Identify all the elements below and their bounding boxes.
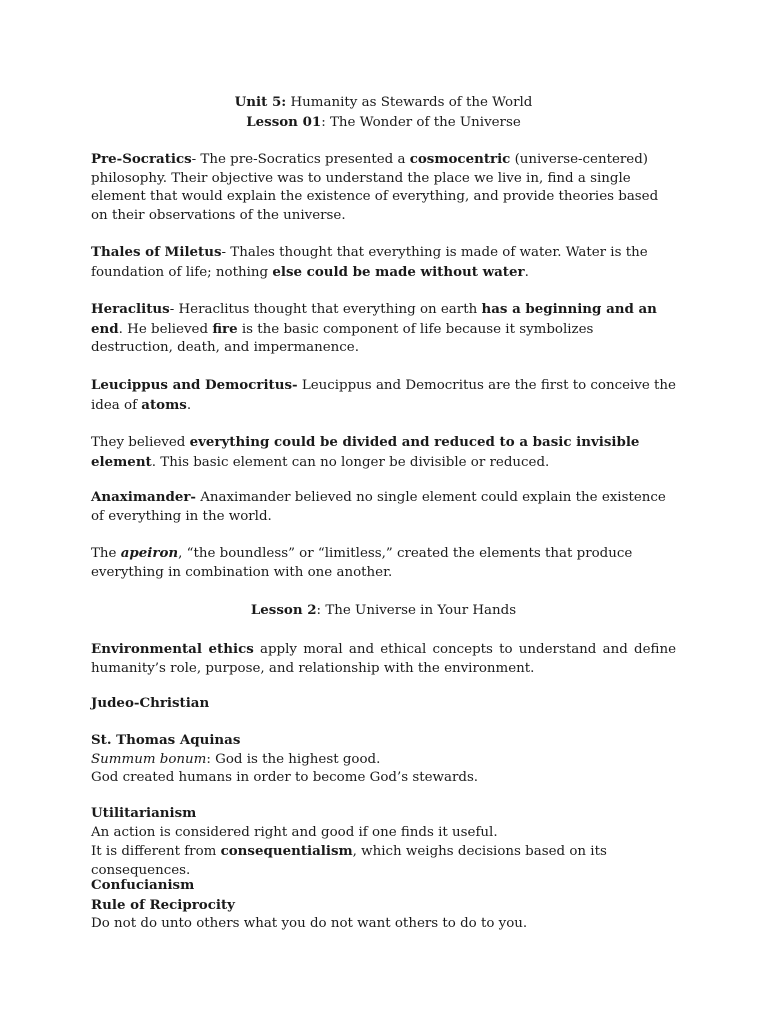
unit-heading — [91, 93, 676, 132]
apeiron-term: apeiron — [120, 545, 179, 561]
reciprocity-label: Rule of Reciprocity — [91, 896, 235, 913]
apeiron-paragraph — [91, 544, 676, 582]
lesson1-title-line — [91, 113, 676, 133]
judeo-christian-heading — [91, 694, 676, 714]
presocratics-paragraph — [91, 150, 676, 225]
heraclitus-paragraph — [91, 300, 676, 358]
utilitarianism-text-a: It is different from — [91, 844, 221, 859]
aquinas-line-1 — [91, 751, 676, 770]
apeiron-text-1: The — [91, 546, 121, 561]
env-ethics-term: Environmental ethics — [91, 641, 254, 657]
summum-bonum-term: Summum bonum — [91, 751, 207, 767]
utilitarianism-section — [91, 804, 676, 880]
presocratics-text-1: - The pre-Socratics presented a — [191, 152, 410, 167]
leucippus-paragraph — [91, 376, 676, 415]
reciprocity-heading — [91, 896, 676, 916]
confucianism-label: Confucianism — [91, 877, 195, 893]
unit-title-line — [91, 93, 676, 113]
lesson2-heading — [91, 601, 676, 621]
unit-label: Unit 5: — [234, 94, 287, 110]
believed-text-1: They believed — [91, 435, 190, 450]
heraclitus-bold-2: fire — [212, 320, 238, 337]
utilitarianism-label: Utilitarianism — [91, 805, 197, 821]
thales-text-2: . — [524, 264, 529, 280]
confucianism-line-1: Do not do unto others what you do not want others to do to you. — [91, 916, 528, 931]
confucianism-section — [91, 876, 676, 934]
thales-term: Thales of Miletus — [91, 244, 222, 260]
thales-paragraph — [91, 243, 676, 282]
thales-bold-1: else could be made without water — [272, 263, 525, 280]
heraclitus-text-2: . He believed — [118, 321, 213, 337]
believed-paragraph — [91, 433, 676, 472]
aquinas-text-1: : God is the highest good. — [206, 751, 381, 767]
unit-title: Humanity as Stewards of the World — [286, 95, 533, 110]
utilitarianism-text-b: , which weighs decisions based on its consequences. — [91, 844, 607, 878]
heraclitus-text-1: - Heraclitus thought that everything on earth — [169, 302, 482, 317]
lesson2-label: Lesson 2 — [250, 602, 317, 618]
presocratics-text-2: (universe-centered) philosophy. Their objective was to understand the place we live in, find a single element that would explain the existence of everything, and provide theories based on their observations of the universe. — [91, 152, 659, 223]
utilitarianism-line-1: An action is considered right and good if one finds it useful. — [91, 824, 498, 840]
leucippus-term: Leucippus and Democritus- — [91, 377, 298, 393]
anaximander-paragraph — [91, 488, 676, 526]
aquinas-section — [91, 731, 676, 788]
leucippus-text-1: Leucippus and Democritus are the first to conceive the idea of — [91, 378, 676, 413]
thales-text-1: - Thales thought that everything is made of water. Water is the foundation of life; nothing — [91, 245, 648, 280]
believed-text-2: . This basic element can no longer be divisible or reduced. — [151, 454, 550, 470]
leucippus-bold-1: atoms — [141, 396, 187, 413]
heraclitus-bold-1: has a beginning and an end — [91, 301, 657, 337]
presocratics-term: Pre-Socratics — [91, 151, 192, 167]
heraclitus-term: Heraclitus — [91, 301, 170, 317]
anaximander-text-1: Anaximander believed no single element could explain the existence of everything in the world. — [91, 490, 666, 524]
believed-bold-1: everything could be divided and reduced to a basic invisible element — [91, 434, 640, 470]
lesson1-label: Lesson 01 — [246, 113, 322, 130]
confucianism-heading — [91, 876, 676, 896]
lesson2-title: : The Universe in Your Hands — [316, 603, 517, 618]
utilitarianism-line-2 — [91, 842, 676, 880]
leucippus-text-2: . — [186, 397, 192, 413]
aquinas-heading — [91, 731, 676, 751]
heraclitus-text-3: is the basic component of life because it symbolizes destruction, death, and impermanence. — [91, 321, 594, 355]
presocratics-bold-1: cosmocentric — [409, 151, 511, 167]
anaximander-term: Anaximander- — [91, 489, 196, 505]
apeiron-text-2: , “the boundless” or “limitless,” created the elements that produce everything in combination with one another. — [91, 546, 633, 580]
aquinas-line-2: God created humans in order to become God’s stewards. — [91, 770, 479, 785]
lesson1-title: : The Wonder of the Universe — [321, 114, 521, 130]
aquinas-label: St. Thomas Aquinas — [91, 732, 241, 748]
judeo-christian-label: Judeo-Christian — [91, 695, 210, 711]
env-ethics-text: apply moral and ethical concepts to understand and define humanity’s role, purpose, and relationship with the environment. — [91, 642, 676, 676]
utilitarianism-heading — [91, 804, 676, 824]
consequentialism-term: consequentialism — [220, 843, 353, 859]
env-ethics-paragraph — [91, 640, 676, 678]
